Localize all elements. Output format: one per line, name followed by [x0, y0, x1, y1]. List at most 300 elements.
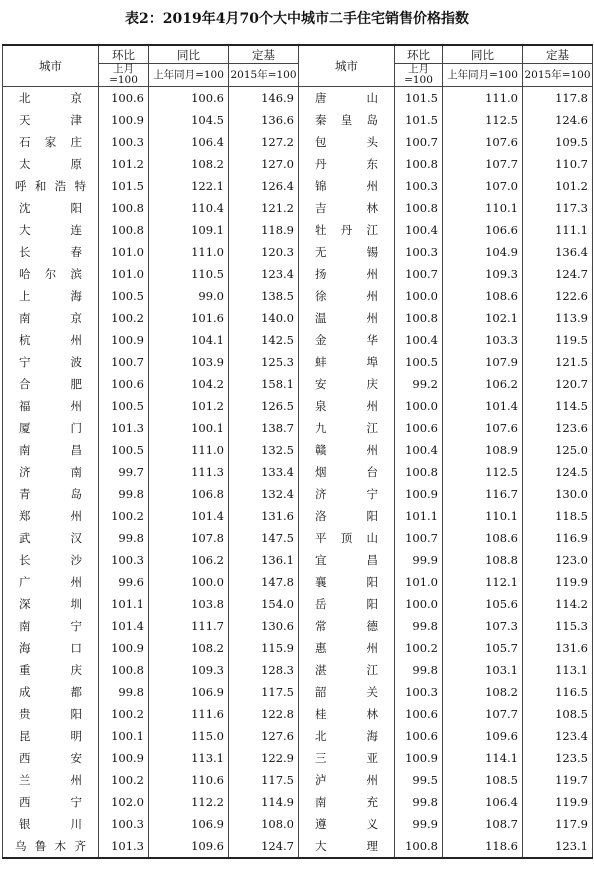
- cell-mom-left: 101.1: [99, 593, 149, 615]
- cell-yoy-left: 110.5: [149, 263, 229, 285]
- cell-mom-right: 100.9: [395, 747, 443, 769]
- cell-mom-left: 100.2: [99, 505, 149, 527]
- cell-fixed-left: 115.9: [229, 637, 299, 659]
- cell-mom-right: 101.0: [395, 571, 443, 593]
- cell-city-right: 泸 州: [299, 769, 395, 791]
- cell-yoy-left: 107.8: [149, 527, 229, 549]
- cell-mom-right: 100.3: [395, 175, 443, 197]
- cell-mom-left: 101.0: [99, 241, 149, 263]
- cell-mom-right: 99.8: [395, 791, 443, 813]
- cell-mom-right: 100.0: [395, 285, 443, 307]
- cell-mom-right: 100.7: [395, 131, 443, 153]
- cell-mom-right: 101.5: [395, 87, 443, 110]
- cell-fixed-right: 108.5: [523, 703, 593, 725]
- cell-yoy-left: 122.1: [149, 175, 229, 197]
- cell-fixed-left: 131.6: [229, 505, 299, 527]
- cell-fixed-right: 114.5: [523, 395, 593, 417]
- cell-fixed-left: 108.0: [229, 813, 299, 835]
- cell-mom-right: 100.0: [395, 395, 443, 417]
- cell-fixed-right: 110.7: [523, 153, 593, 175]
- cell-city-left: 青 岛: [3, 483, 99, 505]
- cell-fixed-right: 117.9: [523, 813, 593, 835]
- table-body: [3, 87, 593, 859]
- cell-city-left: 北 京: [3, 87, 99, 110]
- cell-fixed-right: 123.0: [523, 549, 593, 571]
- cell-mom-left: 100.9: [99, 637, 149, 659]
- cell-yoy-right: 109.3: [443, 263, 523, 285]
- cell-fixed-right: 130.0: [523, 483, 593, 505]
- cell-fixed-right: 111.1: [523, 219, 593, 241]
- table-header: [3, 45, 593, 87]
- table-row: [3, 791, 593, 813]
- cell-mom-right: 100.8: [395, 153, 443, 175]
- cell-city-right: 遵 义: [299, 813, 395, 835]
- cell-yoy-right: 108.8: [443, 549, 523, 571]
- cell-fixed-right: 119.9: [523, 791, 593, 813]
- cell-yoy-left: 100.6: [149, 87, 229, 110]
- cell-fixed-right: 109.5: [523, 131, 593, 153]
- table-row: [3, 505, 593, 527]
- cell-yoy-left: 101.6: [149, 307, 229, 329]
- cell-city-left: 福 州: [3, 395, 99, 417]
- cell-city-right: 锦 州: [299, 175, 395, 197]
- cell-city-left: 重 庆: [3, 659, 99, 681]
- cell-fixed-left: 147.8: [229, 571, 299, 593]
- cell-yoy-left: 113.1: [149, 747, 229, 769]
- header-city-right: 城市: [299, 45, 395, 87]
- cell-city-right: 三 亚: [299, 747, 395, 769]
- cell-city-left: 哈尔滨: [3, 263, 99, 285]
- cell-mom-left: 100.5: [99, 439, 149, 461]
- cell-mom-left: 99.8: [99, 483, 149, 505]
- cell-yoy-left: 111.0: [149, 241, 229, 263]
- cell-city-right: 桂 林: [299, 703, 395, 725]
- cell-yoy-right: 108.7: [443, 813, 523, 835]
- cell-mom-left: 101.3: [99, 835, 149, 858]
- cell-city-right: 赣 州: [299, 439, 395, 461]
- cell-fixed-left: 122.9: [229, 747, 299, 769]
- cell-fixed-right: 122.6: [523, 285, 593, 307]
- cell-mom-right: 101.5: [395, 109, 443, 131]
- cell-city-right: 金 华: [299, 329, 395, 351]
- cell-fixed-left: 126.4: [229, 175, 299, 197]
- cell-fixed-left: 136.1: [229, 549, 299, 571]
- cell-fixed-right: 124.7: [523, 263, 593, 285]
- cell-yoy-left: 110.6: [149, 769, 229, 791]
- cell-fixed-right: 131.6: [523, 637, 593, 659]
- table-row: [3, 659, 593, 681]
- header-yoy-right: 同比: [443, 45, 523, 64]
- cell-yoy-right: 112.1: [443, 571, 523, 593]
- cell-fixed-left: 140.0: [229, 307, 299, 329]
- cell-fixed-left: 132.5: [229, 439, 299, 461]
- cell-fixed-left: 138.7: [229, 417, 299, 439]
- cell-yoy-right: 112.5: [443, 109, 523, 131]
- cell-yoy-left: 115.0: [149, 725, 229, 747]
- table-row: [3, 197, 593, 219]
- cell-city-left: 长 沙: [3, 549, 99, 571]
- table-row: [3, 87, 593, 110]
- header-fixed-left: 定基: [229, 45, 299, 64]
- cell-mom-left: 101.5: [99, 175, 149, 197]
- cell-city-left: 乌鲁木齐: [3, 835, 99, 858]
- cell-yoy-right: 102.1: [443, 307, 523, 329]
- cell-mom-right: 100.8: [395, 461, 443, 483]
- cell-fixed-right: 101.2: [523, 175, 593, 197]
- cell-city-right: 岳 阳: [299, 593, 395, 615]
- cell-yoy-left: 106.9: [149, 681, 229, 703]
- header-fixed-base-left: 2015年=100: [229, 64, 299, 87]
- cell-yoy-right: 110.1: [443, 505, 523, 527]
- cell-city-right: 韶 关: [299, 681, 395, 703]
- table-row: [3, 747, 593, 769]
- cell-mom-right: 100.7: [395, 263, 443, 285]
- cell-city-right: 惠 州: [299, 637, 395, 659]
- cell-yoy-right: 106.4: [443, 791, 523, 813]
- cell-city-right: 襄 阳: [299, 571, 395, 593]
- cell-city-left: 贵 阳: [3, 703, 99, 725]
- cell-mom-right: 99.9: [395, 813, 443, 835]
- cell-yoy-left: 106.4: [149, 131, 229, 153]
- cell-city-left: 郑 州: [3, 505, 99, 527]
- cell-fixed-left: 130.6: [229, 615, 299, 637]
- cell-fixed-left: 127.0: [229, 153, 299, 175]
- table-row: [3, 285, 593, 307]
- cell-yoy-left: 104.1: [149, 329, 229, 351]
- cell-yoy-right: 106.6: [443, 219, 523, 241]
- cell-fixed-left: 125.3: [229, 351, 299, 373]
- cell-fixed-left: 142.5: [229, 329, 299, 351]
- cell-yoy-right: 107.7: [443, 153, 523, 175]
- cell-fixed-left: 158.1: [229, 373, 299, 395]
- cell-city-right: 九 江: [299, 417, 395, 439]
- cell-yoy-right: 110.1: [443, 197, 523, 219]
- header-mom-right: 环比: [395, 45, 443, 64]
- cell-fixed-right: 123.6: [523, 417, 593, 439]
- cell-mom-left: 99.7: [99, 461, 149, 483]
- table-row: [3, 637, 593, 659]
- cell-city-right: 扬 州: [299, 263, 395, 285]
- table-row: [3, 329, 593, 351]
- cell-yoy-left: 109.3: [149, 659, 229, 681]
- cell-fixed-right: 123.5: [523, 747, 593, 769]
- cell-fixed-left: 147.5: [229, 527, 299, 549]
- cell-mom-right: 101.1: [395, 505, 443, 527]
- cell-yoy-left: 111.0: [149, 439, 229, 461]
- header-yoy-base-right: 上年同月=100: [443, 64, 523, 87]
- cell-yoy-right: 107.6: [443, 131, 523, 153]
- cell-city-right: 安 庆: [299, 373, 395, 395]
- cell-fixed-left: 127.2: [229, 131, 299, 153]
- cell-mom-right: 99.8: [395, 615, 443, 637]
- table-row: [3, 219, 593, 241]
- table-row: [3, 241, 593, 263]
- cell-mom-right: 100.6: [395, 725, 443, 747]
- cell-mom-left: 101.0: [99, 263, 149, 285]
- cell-fixed-right: 124.6: [523, 109, 593, 131]
- cell-yoy-right: 118.6: [443, 835, 523, 858]
- cell-yoy-right: 101.4: [443, 395, 523, 417]
- table-row: [3, 725, 593, 747]
- cell-mom-left: 100.8: [99, 219, 149, 241]
- table-row: [3, 549, 593, 571]
- cell-city-right: 常 德: [299, 615, 395, 637]
- cell-yoy-right: 107.0: [443, 175, 523, 197]
- cell-city-right: 北 海: [299, 725, 395, 747]
- cell-city-left: 广 州: [3, 571, 99, 593]
- cell-fixed-right: 119.7: [523, 769, 593, 791]
- cell-mom-right: 99.5: [395, 769, 443, 791]
- cell-yoy-left: 103.9: [149, 351, 229, 373]
- cell-fixed-left: 123.4: [229, 263, 299, 285]
- table-row: [3, 351, 593, 373]
- cell-mom-left: 101.4: [99, 615, 149, 637]
- table-row: [3, 527, 593, 549]
- cell-city-left: 上 海: [3, 285, 99, 307]
- cell-yoy-right: 108.6: [443, 285, 523, 307]
- header-fixed-base-right: 2015年=100: [523, 64, 593, 87]
- cell-city-right: 泉 州: [299, 395, 395, 417]
- table-row: [3, 373, 593, 395]
- table-row: [3, 461, 593, 483]
- cell-fixed-right: 121.5: [523, 351, 593, 373]
- table-row: [3, 813, 593, 835]
- cell-fixed-left: 120.3: [229, 241, 299, 263]
- cell-yoy-right: 105.7: [443, 637, 523, 659]
- cell-fixed-right: 116.5: [523, 681, 593, 703]
- cell-mom-right: 100.9: [395, 483, 443, 505]
- cell-yoy-left: 108.2: [149, 153, 229, 175]
- cell-fixed-left: 136.6: [229, 109, 299, 131]
- cell-mom-left: 100.8: [99, 659, 149, 681]
- cell-city-right: 包 头: [299, 131, 395, 153]
- cell-fixed-left: 124.7: [229, 835, 299, 858]
- cell-fixed-right: 119.5: [523, 329, 593, 351]
- cell-city-left: 宁 波: [3, 351, 99, 373]
- cell-city-right: 丹 东: [299, 153, 395, 175]
- cell-mom-left: 101.2: [99, 153, 149, 175]
- cell-city-left: 西 安: [3, 747, 99, 769]
- cell-fixed-right: 113.1: [523, 659, 593, 681]
- cell-city-left: 武 汉: [3, 527, 99, 549]
- cell-yoy-left: 99.0: [149, 285, 229, 307]
- cell-fixed-left: 117.5: [229, 681, 299, 703]
- cell-mom-left: 99.6: [99, 571, 149, 593]
- cell-yoy-left: 106.9: [149, 813, 229, 835]
- cell-mom-left: 100.6: [99, 373, 149, 395]
- cell-mom-right: 99.9: [395, 549, 443, 571]
- cell-yoy-right: 103.3: [443, 329, 523, 351]
- cell-yoy-left: 111.6: [149, 703, 229, 725]
- cell-yoy-right: 107.6: [443, 417, 523, 439]
- cell-mom-left: 100.7: [99, 351, 149, 373]
- cell-fixed-right: 114.2: [523, 593, 593, 615]
- cell-yoy-left: 100.1: [149, 417, 229, 439]
- cell-fixed-left: 118.9: [229, 219, 299, 241]
- table-row: [3, 769, 593, 791]
- cell-yoy-right: 108.2: [443, 681, 523, 703]
- table-row: [3, 439, 593, 461]
- cell-yoy-left: 103.8: [149, 593, 229, 615]
- cell-yoy-right: 116.7: [443, 483, 523, 505]
- cell-city-left: 成 都: [3, 681, 99, 703]
- cell-city-right: 济 宁: [299, 483, 395, 505]
- cell-mom-left: 100.3: [99, 549, 149, 571]
- cell-city-left: 海 口: [3, 637, 99, 659]
- cell-mom-left: 100.2: [99, 703, 149, 725]
- table-row: [3, 395, 593, 417]
- cell-city-left: 兰 州: [3, 769, 99, 791]
- price-index-table: [2, 44, 593, 859]
- cell-city-left: 南 京: [3, 307, 99, 329]
- header-city-left: 城市: [3, 45, 99, 87]
- header-fixed-right: 定基: [523, 45, 593, 64]
- cell-fixed-right: 125.0: [523, 439, 593, 461]
- cell-yoy-left: 108.2: [149, 637, 229, 659]
- cell-city-right: 大 理: [299, 835, 395, 858]
- cell-city-left: 银 川: [3, 813, 99, 835]
- cell-mom-left: 100.9: [99, 747, 149, 769]
- cell-yoy-right: 114.1: [443, 747, 523, 769]
- table-row: [3, 483, 593, 505]
- cell-city-right: 平顶山: [299, 527, 395, 549]
- cell-yoy-right: 108.6: [443, 527, 523, 549]
- cell-yoy-left: 109.6: [149, 835, 229, 858]
- cell-fixed-right: 113.9: [523, 307, 593, 329]
- cell-mom-right: 100.3: [395, 681, 443, 703]
- table-row: [3, 153, 593, 175]
- cell-fixed-right: 120.7: [523, 373, 593, 395]
- cell-mom-left: 100.5: [99, 285, 149, 307]
- table-row: [3, 835, 593, 858]
- cell-fixed-right: 123.4: [523, 725, 593, 747]
- cell-city-right: 蚌 埠: [299, 351, 395, 373]
- cell-city-right: 牡丹江: [299, 219, 395, 241]
- cell-mom-left: 102.0: [99, 791, 149, 813]
- table-row: [3, 571, 593, 593]
- table-row: [3, 681, 593, 703]
- cell-fixed-right: 119.9: [523, 571, 593, 593]
- cell-mom-left: 100.8: [99, 197, 149, 219]
- cell-mom-left: 100.3: [99, 131, 149, 153]
- cell-mom-left: 100.3: [99, 813, 149, 835]
- cell-yoy-right: 106.2: [443, 373, 523, 395]
- cell-city-left: 沈 阳: [3, 197, 99, 219]
- cell-yoy-left: 112.2: [149, 791, 229, 813]
- cell-yoy-left: 100.0: [149, 571, 229, 593]
- table-title: 表2：2019年4月70个大中城市二手住宅销售价格指数: [125, 11, 469, 27]
- cell-mom-right: 100.3: [395, 241, 443, 263]
- cell-fixed-left: 122.8: [229, 703, 299, 725]
- cell-fixed-left: 132.4: [229, 483, 299, 505]
- header-yoy-left: 同比: [149, 45, 229, 64]
- header-mom-base-left: 上月=100: [99, 64, 149, 87]
- cell-city-left: 天 津: [3, 109, 99, 131]
- cell-city-left: 南 昌: [3, 439, 99, 461]
- cell-yoy-left: 111.3: [149, 461, 229, 483]
- cell-fixed-left: 127.6: [229, 725, 299, 747]
- cell-fixed-left: 146.9: [229, 87, 299, 110]
- table-row: [3, 615, 593, 637]
- table-row: [3, 593, 593, 615]
- cell-mom-left: 100.2: [99, 769, 149, 791]
- cell-city-right: 温 州: [299, 307, 395, 329]
- cell-city-right: 洛 阳: [299, 505, 395, 527]
- cell-mom-right: 99.8: [395, 659, 443, 681]
- cell-yoy-left: 111.7: [149, 615, 229, 637]
- cell-mom-right: 100.2: [395, 637, 443, 659]
- cell-fixed-left: 121.2: [229, 197, 299, 219]
- cell-mom-right: 100.4: [395, 219, 443, 241]
- cell-fixed-left: 133.4: [229, 461, 299, 483]
- cell-yoy-right: 108.9: [443, 439, 523, 461]
- header-yoy-base-left: 上年同月=100: [149, 64, 229, 87]
- table-row: [3, 307, 593, 329]
- cell-city-left: 长 春: [3, 241, 99, 263]
- cell-mom-right: 100.5: [395, 351, 443, 373]
- cell-mom-right: 100.6: [395, 703, 443, 725]
- table-row: [3, 131, 593, 153]
- table-row: [3, 703, 593, 725]
- cell-fixed-left: 138.5: [229, 285, 299, 307]
- header-mom-left: 环比: [99, 45, 149, 64]
- cell-city-left: 杭 州: [3, 329, 99, 351]
- cell-city-left: 昆 明: [3, 725, 99, 747]
- cell-yoy-left: 101.4: [149, 505, 229, 527]
- cell-mom-right: 100.4: [395, 439, 443, 461]
- cell-fixed-left: 117.5: [229, 769, 299, 791]
- cell-fixed-left: 154.0: [229, 593, 299, 615]
- cell-fixed-left: 126.5: [229, 395, 299, 417]
- cell-fixed-right: 118.5: [523, 505, 593, 527]
- cell-mom-left: 100.2: [99, 307, 149, 329]
- cell-city-right: 无 锡: [299, 241, 395, 263]
- cell-city-right: 湛 江: [299, 659, 395, 681]
- cell-city-left: 呼和浩特: [3, 175, 99, 197]
- cell-mom-left: 100.9: [99, 109, 149, 131]
- cell-mom-right: 100.4: [395, 329, 443, 351]
- cell-yoy-right: 104.9: [443, 241, 523, 263]
- cell-yoy-left: 106.2: [149, 549, 229, 571]
- cell-city-right: 秦皇岛: [299, 109, 395, 131]
- cell-yoy-left: 101.2: [149, 395, 229, 417]
- cell-yoy-left: 106.8: [149, 483, 229, 505]
- cell-mom-left: 100.9: [99, 329, 149, 351]
- cell-fixed-left: 114.9: [229, 791, 299, 813]
- cell-city-left: 南 宁: [3, 615, 99, 637]
- cell-yoy-left: 109.1: [149, 219, 229, 241]
- cell-city-left: 西 宁: [3, 791, 99, 813]
- table-row: [3, 109, 593, 131]
- cell-city-left: 石家庄: [3, 131, 99, 153]
- cell-yoy-right: 107.9: [443, 351, 523, 373]
- cell-fixed-left: 128.3: [229, 659, 299, 681]
- cell-city-left: 厦 门: [3, 417, 99, 439]
- cell-yoy-right: 112.5: [443, 461, 523, 483]
- cell-city-left: 太 原: [3, 153, 99, 175]
- cell-fixed-right: 136.4: [523, 241, 593, 263]
- cell-yoy-left: 104.5: [149, 109, 229, 131]
- cell-yoy-right: 108.5: [443, 769, 523, 791]
- cell-city-left: 深 圳: [3, 593, 99, 615]
- header-mom-base-right: 上月=100: [395, 64, 443, 87]
- table-row: [3, 417, 593, 439]
- cell-fixed-right: 124.5: [523, 461, 593, 483]
- cell-mom-left: 100.1: [99, 725, 149, 747]
- cell-city-right: 唐 山: [299, 87, 395, 110]
- cell-mom-right: 100.7: [395, 527, 443, 549]
- cell-yoy-left: 104.2: [149, 373, 229, 395]
